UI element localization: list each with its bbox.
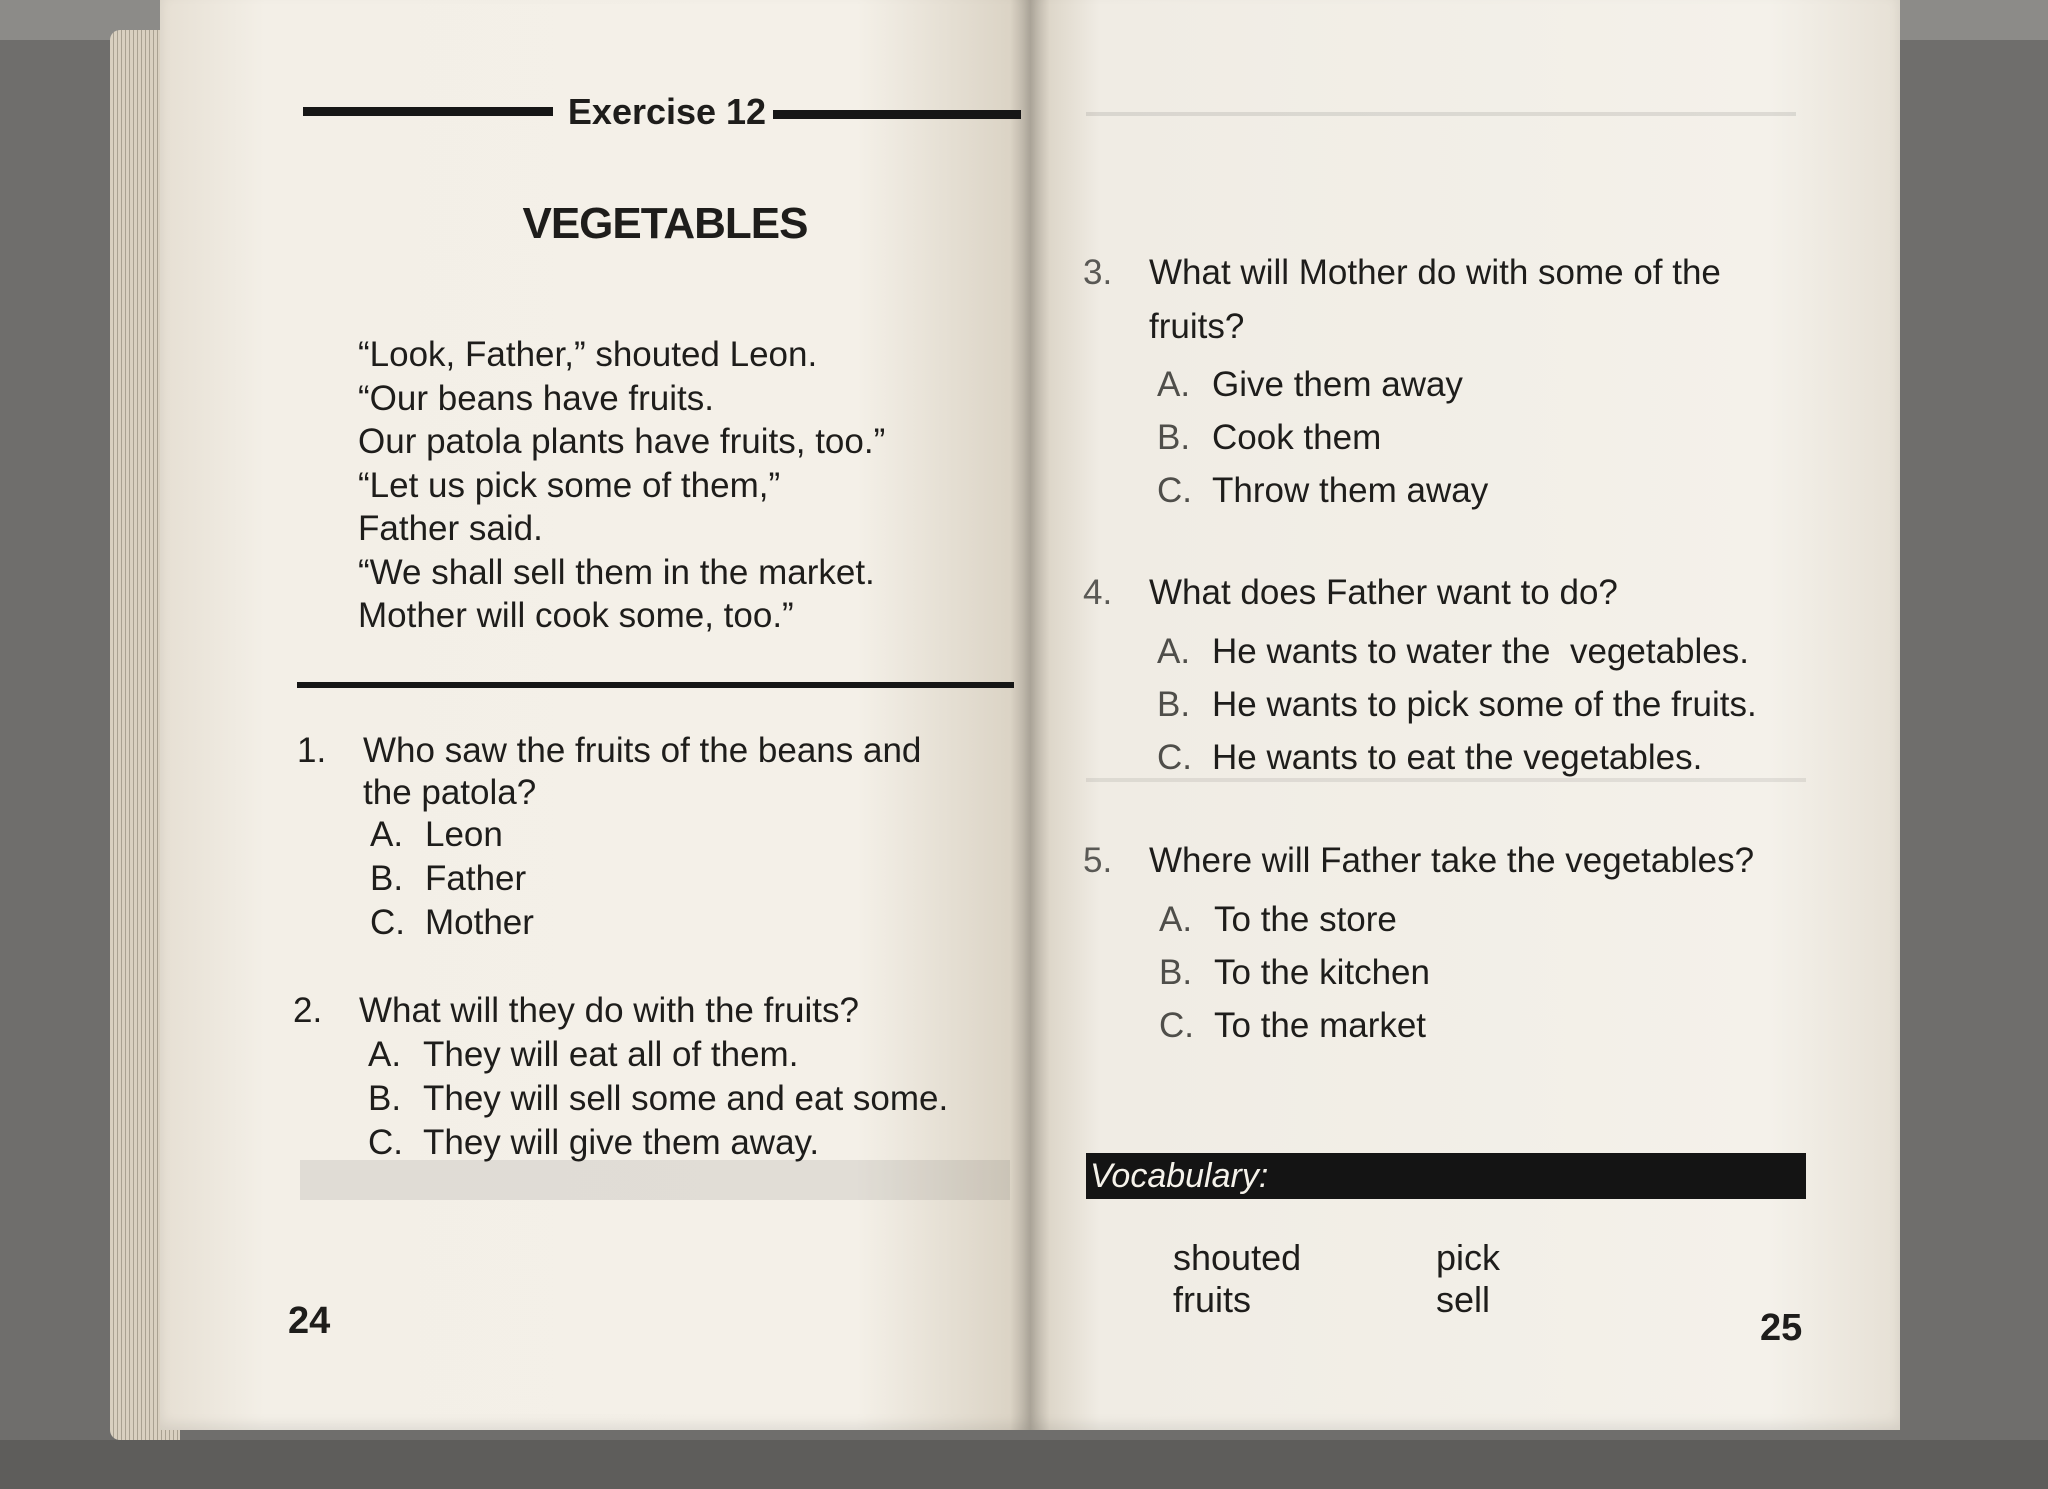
poem-line: Mother will cook some, too.” xyxy=(358,596,794,635)
question-number: 2. xyxy=(293,991,323,1030)
vocabulary-label: Vocabulary: xyxy=(1090,1157,1269,1195)
option-text: They will eat all of them. xyxy=(423,1035,799,1074)
option-text: He wants to pick some of the fruits. xyxy=(1212,685,1757,724)
question-text-line: What will Mother do with some of the xyxy=(1149,253,1721,292)
question-number: 3. xyxy=(1083,253,1113,292)
option-letter: B. xyxy=(1157,685,1191,724)
option-letter: C. xyxy=(1157,738,1192,777)
question-text-line: the patola? xyxy=(363,773,537,812)
question-text-line: What will they do with the fruits? xyxy=(359,991,859,1030)
background-bottom xyxy=(0,1440,2048,1489)
poem-line: “Our beans have fruits. xyxy=(358,378,714,418)
option-text: Give them away xyxy=(1212,365,1463,404)
page-number-left: 24 xyxy=(288,1300,331,1342)
exercise-heading: Exercise 12 xyxy=(567,91,767,132)
question-text-line: What does Father want to do? xyxy=(1149,573,1618,612)
question-number: 5. xyxy=(1083,841,1113,880)
option-text: Father xyxy=(425,859,527,898)
poem-line: Our patola plants have fruits, too.” xyxy=(358,422,886,461)
question-text-line: Who saw the fruits of the beans and xyxy=(363,731,922,770)
vocabulary-word: shouted xyxy=(1173,1237,1302,1278)
page-title: VEGETABLES xyxy=(522,199,808,248)
poem-line: Father said. xyxy=(358,509,543,548)
vocabulary-word: sell xyxy=(1436,1279,1491,1320)
option-letter: C. xyxy=(368,1123,403,1162)
option-letter: B. xyxy=(370,859,404,898)
option-text: He wants to water the vegetables. xyxy=(1212,632,1749,671)
option-letter: B. xyxy=(1157,418,1191,457)
question-text-line: fruits? xyxy=(1149,307,1245,346)
show-through-bar-left xyxy=(300,1160,1010,1200)
option-letter: A. xyxy=(1159,900,1193,939)
option-letter: B. xyxy=(1159,953,1193,992)
vocabulary-word: fruits xyxy=(1173,1279,1252,1320)
option-letter: A. xyxy=(370,815,404,854)
question-3 xyxy=(1083,252,1803,346)
option-text: They will sell some and eat some. xyxy=(423,1079,949,1118)
option-text: He wants to eat the vegetables. xyxy=(1212,738,1703,777)
poem-line: “Look, Father,” shouted Leon. xyxy=(358,335,818,374)
option-text: Cook them xyxy=(1212,418,1382,457)
option-text: To the kitchen xyxy=(1214,953,1430,992)
option-letter: A. xyxy=(1157,632,1191,671)
option-letter: A. xyxy=(368,1035,402,1074)
option-letter: C. xyxy=(1159,1006,1194,1045)
option-text: They will give them away. xyxy=(423,1123,820,1162)
question-text-line: Where will Father take the vegetables? xyxy=(1149,841,1755,880)
question-2 xyxy=(293,990,1013,1032)
exercise-rule-right xyxy=(773,110,1021,119)
option-letter: A. xyxy=(1157,365,1191,404)
question-4 xyxy=(1083,572,1803,614)
book-gutter xyxy=(1010,0,1050,1430)
vocabulary-header xyxy=(1086,1153,1806,1199)
question-5 xyxy=(1083,840,1803,882)
option-text: Mother xyxy=(425,903,534,942)
option-text: Leon xyxy=(425,815,503,854)
question-1 xyxy=(297,730,1017,814)
option-letter: C. xyxy=(370,903,405,942)
option-letter: C. xyxy=(1157,471,1192,510)
section-divider xyxy=(297,682,1014,688)
option-text: Throw them away xyxy=(1212,471,1489,510)
page-number-right: 25 xyxy=(1760,1307,1803,1349)
show-through-rule-right xyxy=(1086,112,1796,116)
vocabulary-word: pick xyxy=(1436,1237,1501,1278)
poem xyxy=(358,333,885,638)
option-text: To the store xyxy=(1214,900,1397,939)
option-letter: B. xyxy=(368,1079,402,1118)
exercise-rule-left xyxy=(303,107,553,116)
option-text: To the market xyxy=(1214,1006,1427,1045)
question-number: 1. xyxy=(297,731,327,770)
poem-line: “We shall sell them in the market. xyxy=(358,552,875,592)
poem-line: “Let us pick some of them,” xyxy=(358,465,781,505)
question-number: 4. xyxy=(1083,573,1113,612)
